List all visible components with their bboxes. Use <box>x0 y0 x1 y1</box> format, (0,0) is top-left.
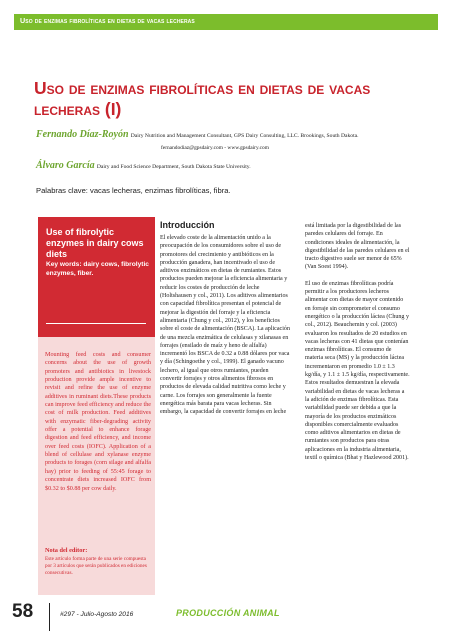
summary-header <box>38 217 155 337</box>
body-column-1 <box>160 220 290 417</box>
publication-name: PRODUCCIÓN ANIMAL <box>176 608 280 618</box>
body-paragraph: está limitada por la digestibilidad de las paredes celulares del forraje. En condiciones ideales de alimentación, la digestibilidad de las paredes celulares en el tracto digestivo suele ser menor de 65% (Van Soest 1994). <box>305 223 410 271</box>
footer-divider <box>49 603 50 631</box>
page-number: 58 <box>12 601 34 622</box>
author-2 <box>36 160 436 171</box>
author-1-affiliation: Dairy Nutrition and Management Consultant, GPS Dairy Consulting, LLC. Brookings, South Dakota. <box>130 133 359 139</box>
body-column-2 <box>305 222 410 462</box>
author-1-name: Fernando Díaz-Royón <box>36 129 129 140</box>
keywords-line: Palabras clave: vacas lecheras, enzimas fibrolíticas, fibra. <box>36 186 231 195</box>
author-1-email[interactable]: fernandodiaz@gpsdairy.com - www.gpsdairy.com <box>161 145 269 151</box>
english-summary-box <box>38 217 155 595</box>
issue-label: #297 - Julio-Agosto 2016 <box>60 611 134 618</box>
summary-keywords: Key words: dairy cows, fibrolytic enzymes, fiber. <box>46 261 149 277</box>
running-header-title: Uso de enzimas fibrolíticas en dietas de vacas lecheras <box>20 16 195 25</box>
running-header <box>0 0 452 26</box>
body-paragraph: El elevado coste de la alimentación unido a la preocupación de los consumidores sobre el uso de promotores del crecimiento y antibióticos en la producción ganadera, han incentivado el uso de aditivos enzimáticos en dietas de rumiantes. Estos productos pueden mejorar la eficiencia alimentaria y reducir los costes de producción de leche (Holtshausen y col., 2011). Los aditivos alimentarios con capacidad fibrolítica presentan el potencial de mejorar la digestión del forraje y la eficiencia alimentaria (Chung y col., 2012), y los beneficios sobre el coste de alimentación (BSCA). La aplicación de una mezcla enzimática de celulasas y xilanasas en forrajes (ensilado de maíz y heno de alfalfa) incrementó los BSCA de 0.32 a 0.88 dólares por vaca y día (Schingoethe y col., 1999). El ganado vacuno lechero, al igual que otros rumiantes, pueden convertir forrajes y otros alimentos fibrosos en productos de elevada calidad nutritiva como leche y carne. Los forrajes son generalmente la fuente energética más barata para vacas lecheras. Sin embargo, la capacidad de convertir forrajes en leche <box>160 235 290 416</box>
editor-note-body: Este artículo forma parte de una serie compuesta por 3 artículos que serán publicados en ediciones consecutivas. <box>45 556 147 577</box>
summary-abstract: Mounting feed costs and consumer concerns about the use of growth promoters and antibiotics in livestock production provide ample incentive to revisit and refine the use of enzyme additives in ruminant diets.These products can improve feed efficiency and reduce the cost of milk production. Feed additives with enzymatic fiber-degrading activity offer a potential to enhance forage digestion and feed efficiency, and income over feed costs (IOFC). Application of a blend of cellulase and xylanase enzyme products to forages (corn silage and alfalfa hay) prior to feeding of 55:45 forage to concentrate diets increased IOFC from $0.32 to $0.88 per cow daily. <box>45 352 151 492</box>
author-2-name: Álvaro García <box>36 160 95 171</box>
author-1 <box>36 128 436 142</box>
section-heading-introduction: Introducción <box>160 220 215 230</box>
article-title: Uso de enzimas fibrolíticas en dietas de vacas lecheras (I) <box>34 78 371 119</box>
summary-divider <box>46 323 146 324</box>
editor-note-title: Nota del editor: <box>45 547 88 554</box>
author-2-affiliation: Dairy and Food Science Department, South Dakota State University. <box>96 164 251 170</box>
summary-title: Use of fibrolytic enzymes in dairy cows diets <box>46 227 144 259</box>
body-paragraph: El uso de enzimas fibrolíticas podría permitir a los productores lecheros alimentar con dietas de mayor contenido en forraje sin comprometer el consumo energético o la producción láctea (Chung y col., 2012). Beauchemin y col. (2003) evaluaron los resultados de 20 estudios en vacas lecheras con 41 dietas que contenían enzimas fibrolíticas. El consumo de materia seca (MS) y la producción láctea incrementaron en promedio 1.0 ± 1.3 kg/día, y 1.1 ± 1.5 kg/día, respectivamente. Estos resultados demuestran la elevada variabilidad en dietas de vacas lecheras a la adición de enzimas fibrolíticas. Esta variabilidad puede ser debida a que la mayoría de los productos enzimáticos disponibles comercialmente evaluados como aditivos alimentarios en dietas de rumiantes son productos para otras aplicaciones en la industria alimentaria, textil o química (Bhat y Hazlewood 2001). <box>305 280 410 462</box>
